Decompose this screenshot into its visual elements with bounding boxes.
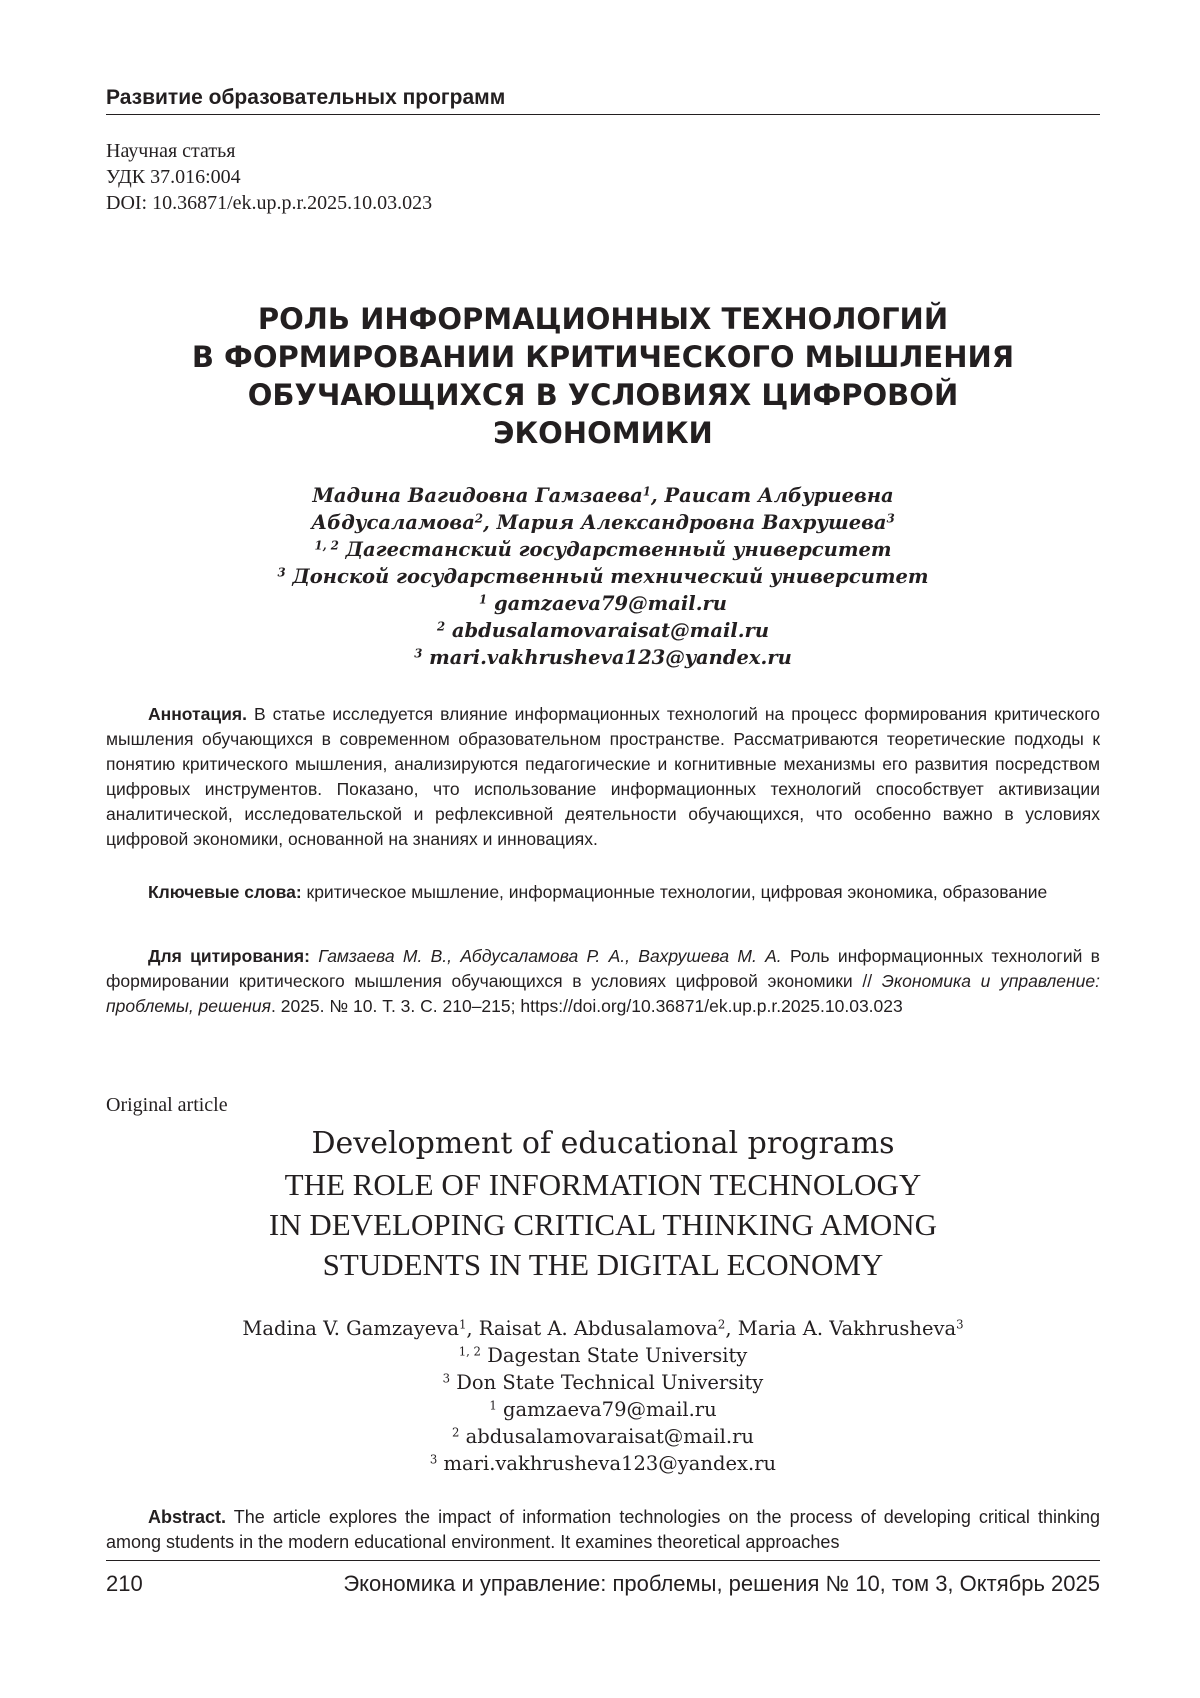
author-name: Мадина Вагидовна Гамзаева (312, 484, 643, 507)
keywords-ru-label: Ключевые слова: (148, 882, 302, 902)
citation-authors: Гамзаева М. В., Абдусаламова Р. А., Вахрушева М. А. (318, 946, 782, 966)
citation-ru (106, 944, 1100, 1019)
journal-section-header: Развитие образовательных программ (106, 86, 506, 109)
title-en-line: IN DEVELOPING CRITICAL THINKING AMONG (268, 1207, 938, 1242)
affiliation-ru (106, 563, 1100, 590)
abstract-en-label: Abstract. (148, 1507, 227, 1527)
affiliation-mark: 1, 2 (314, 538, 339, 553)
author-email: gamzaeva79@mail.ru (502, 1398, 717, 1421)
keywords-ru (106, 880, 1100, 905)
udc-code: УДК 37.016:004 (106, 166, 241, 188)
author-affiliation-mark: 2 (474, 511, 483, 526)
title-ru-line: РОЛЬ ИНФОРМАЦИОННЫХ ТЕХНОЛОГИЙ (257, 302, 949, 336)
email-mark: 3 (429, 1452, 438, 1467)
author-affiliation-mark: 3 (956, 1317, 964, 1332)
author-name: Maria A. Vakhrusheva (737, 1317, 957, 1340)
email-en (106, 1396, 1100, 1423)
authors-ru-line: Мадина Вагидовна Гамзаева$^1$, Раисат Албуриевна (312, 484, 894, 507)
email-mark: 2 (452, 1425, 460, 1440)
email-mark: 2 (436, 619, 446, 634)
author-name: Madina V. Gamzayeva (242, 1317, 459, 1340)
abstract-en-text: The article explores the impact of information technologies on the process of developing critical thinking among students in the modern educational environment. It examines theoretical approaches (106, 1507, 1100, 1552)
page-number: 210 (106, 1571, 143, 1596)
citation-ru-label: Для цитирования: (148, 946, 310, 966)
header-divider (106, 114, 1100, 115)
article-title-en (106, 1165, 1100, 1285)
author-name: Абдусаламова (311, 511, 475, 534)
affiliation-mark: 3 (277, 565, 286, 580)
email-ru (106, 590, 1100, 617)
journal-issue: Экономика и управление: проблемы, решения № 10, том 3, Октябрь 2025 (343, 1571, 1100, 1596)
affiliation-name: Дагестанский государственный университет (345, 538, 892, 561)
author-affiliation-mark: 3 (886, 511, 895, 526)
affiliation-mark: 3 (442, 1371, 451, 1386)
title-en-line: THE ROLE OF INFORMATION TECHNOLOGY (284, 1167, 922, 1202)
email-mark: 3 (414, 646, 423, 661)
author-email: mari.vakhrusheva123@yandex.ru (429, 646, 792, 669)
author-name: Мария Александровна Вахрушева (496, 511, 887, 534)
affiliation-en (106, 1342, 1100, 1369)
authors-block-en (106, 1315, 1100, 1477)
affiliation-name: Don State Technical University (456, 1371, 764, 1394)
citation-details: . 2025. № 10. Т. 3. С. 210–215; https://doi.org/10.36871/ek.up.p.r.2025.10.03.023 (271, 996, 903, 1016)
abstract-en (106, 1505, 1100, 1555)
citation-title: Роль информационных технологий в формировании критического мышления обучающихся в условиях цифровой экономики (106, 946, 1100, 991)
article-type: Научная статья (106, 140, 236, 162)
email-mark: 1 (479, 592, 488, 607)
citation-journal: Экономика и управление: проблемы, решения (106, 971, 1100, 1016)
keywords-ru-text: критическое мышление, информационные технологии, цифровая экономика, образование (306, 882, 1048, 902)
author-name: Raisat A. Abdusalamova (478, 1317, 718, 1340)
article-type-en: Original article (106, 1094, 228, 1116)
affiliation-name: Dagestan State University (487, 1344, 748, 1367)
author-affiliation-mark: 2 (717, 1317, 726, 1332)
authors-ru-line: Абдусаламова$^2$, Мария Александровна Вахрушева$^3$ (311, 511, 895, 534)
abstract-ru-text: В статье исследуется влияние информационных технологий на процесс формирования критического мышления обучающихся в современном образовательном пространстве. Рассматриваются теоретические подходы к понятию критического мышления, анализируются педагогические и когнитивные механизмы его развития посредством цифровых инструментов. Показано, что использование информационных технологий способствует активизации аналитической, исследовательской и рефлексивной деятельности обучающихся, что особенно важно в условиях цифровой экономики, основанной на знаниях и инновациях. (106, 704, 1101, 849)
title-en-line: STUDENTS IN THE DIGITAL ECONOMY (322, 1247, 884, 1282)
section-title-en: Development of educational programs (311, 1126, 895, 1161)
authors-block-ru (106, 482, 1100, 671)
author-name: Раисат Албуриевна (664, 484, 894, 507)
email-ru (106, 617, 1100, 644)
article-title-ru (106, 300, 1100, 452)
doi: DOI: 10.36871/ek.up.p.r.2025.10.03.023 (106, 192, 433, 214)
author-affiliation-mark: 1 (458, 1317, 467, 1332)
affiliation-ru (106, 536, 1100, 563)
citation-separator: // (852, 971, 882, 991)
abstract-ru (106, 702, 1100, 852)
author-email: mari.vakhrusheva123@yandex.ru (443, 1452, 777, 1475)
article-meta (106, 138, 432, 216)
email-en (106, 1423, 1100, 1450)
author-email: abdusalamovaraisat@mail.ru (451, 619, 770, 642)
footer-divider (106, 1560, 1100, 1561)
affiliation-en (106, 1369, 1100, 1396)
email-mark: 1 (489, 1398, 497, 1413)
author-email: abdusalamovaraisat@mail.ru (465, 1425, 754, 1448)
abstract-ru-label: Аннотация. (148, 704, 247, 724)
affiliation-name: Донской государственный технический университет (292, 565, 929, 588)
authors-en-line: Madina V. Gamzayeva$^1$, Raisat A. Abdusalamova$^2$, Maria A. Vakhrusheva$^3$ (242, 1317, 964, 1340)
affiliation-mark: 1, 2 (458, 1344, 481, 1359)
title-ru-line: ОБУЧАЮЩИХСЯ В УСЛОВИЯХ ЦИФРОВОЙ (247, 378, 959, 412)
title-ru-line: ЭКОНОМИКИ (493, 416, 713, 450)
email-en (106, 1450, 1100, 1477)
email-ru (106, 644, 1100, 671)
author-affiliation-mark: 1 (642, 484, 651, 499)
author-email: gamzaeva79@mail.ru (493, 592, 727, 615)
title-ru-line: В ФОРМИРОВАНИИ КРИТИЧЕСКОГО МЫШЛЕНИЯ (191, 340, 1015, 374)
